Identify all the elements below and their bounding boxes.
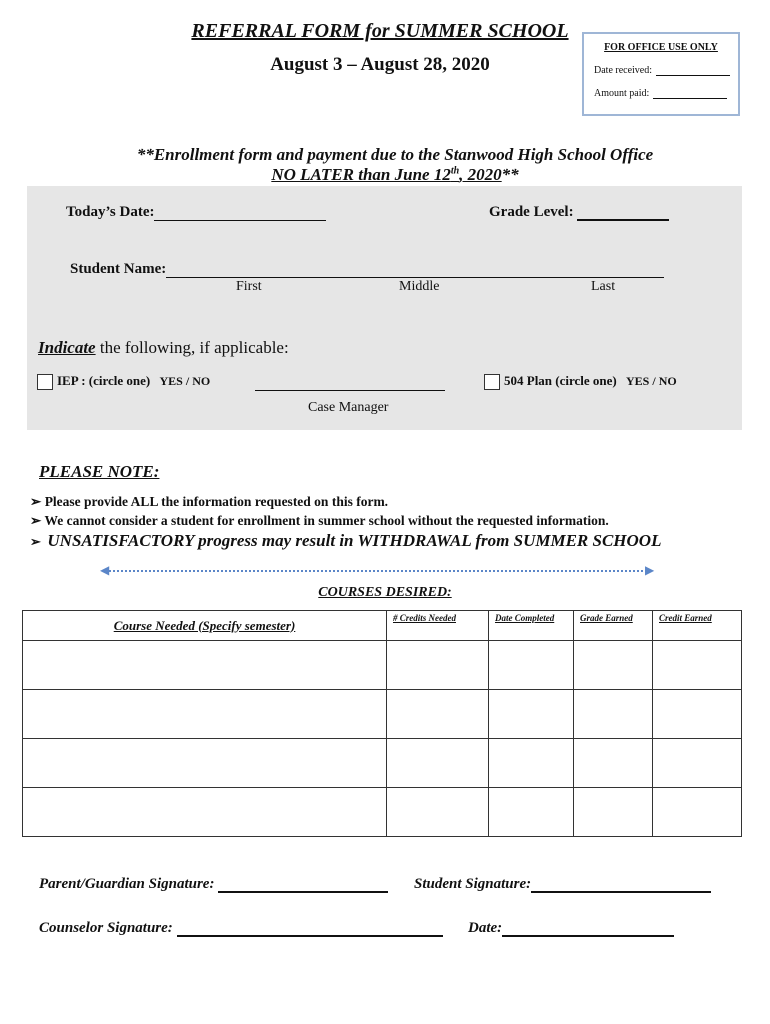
grade-level-field[interactable]: [577, 205, 669, 221]
credits-cell[interactable]: [387, 739, 489, 788]
iep-label: IEP : (circle one): [57, 373, 151, 388]
iep-checkbox[interactable]: [37, 374, 53, 390]
table-row: [23, 690, 742, 739]
name-last-caption: Last: [591, 279, 616, 294]
counselor-signature-field[interactable]: [177, 921, 443, 937]
credit-earned-cell[interactable]: [653, 788, 742, 837]
name-middle-caption: Middle: [399, 279, 440, 294]
course-cell[interactable]: [23, 788, 387, 837]
credits-cell[interactable]: [387, 690, 489, 739]
student-name-row: [70, 261, 664, 278]
table-row: [23, 788, 742, 837]
enrollment-notice: **Enrollment form and payment due to the Stanwood High School Office: [136, 145, 654, 164]
counselor-signature-label: Counselor Signature:: [39, 920, 173, 936]
plan504-checkbox[interactable]: [484, 374, 500, 390]
plan504-row: [484, 373, 677, 390]
student-name-label: Student Name:: [70, 261, 167, 277]
amount-paid-row: [594, 88, 738, 99]
enrollment-deadline: [0, 165, 770, 185]
case-manager-field[interactable]: [255, 376, 445, 391]
col-grade-earned: Grade Earned: [574, 611, 653, 641]
parent-signature-row: [39, 876, 388, 893]
plan504-label: 504 Plan (circle one): [504, 373, 617, 388]
iep-row: [37, 373, 210, 390]
deadline-text: NO LATER than June 12: [271, 165, 451, 184]
col-credits-needed: # Credits Needed: [387, 611, 489, 641]
dotted-divider: [106, 570, 651, 572]
grade-cell[interactable]: [574, 641, 653, 690]
date-received-label: Date received:: [594, 65, 653, 76]
student-info-panel: [27, 186, 742, 430]
todays-date-row: [66, 204, 326, 221]
courses-header-row: [23, 611, 742, 641]
name-first-caption: First: [236, 279, 262, 294]
note-item: ➢ We cannot consider a student for enrollment in summer school without the requested information.: [30, 513, 609, 528]
grade-cell[interactable]: [574, 690, 653, 739]
arrow-left-icon: ◀: [100, 563, 110, 577]
note-item-text: Please provide ALL the information requested on this form.: [44, 494, 389, 509]
note-item-text: We cannot consider a student for enrollment in summer school without the requested information.: [44, 513, 609, 528]
courses-title: COURSES DESIRED:: [318, 585, 452, 600]
date-row: [468, 920, 674, 937]
credit-earned-cell[interactable]: [653, 641, 742, 690]
grade-level-label: Grade Level:: [489, 204, 574, 220]
note-warning-text: UNSATISFACTORY progress may result in WITHDRAWAL from SUMMER SCHOOL: [47, 531, 662, 550]
course-cell[interactable]: [23, 641, 387, 690]
case-manager-caption: Case Manager: [308, 400, 389, 415]
date-cell[interactable]: [489, 641, 574, 690]
credit-earned-cell[interactable]: [653, 690, 742, 739]
grade-cell[interactable]: [574, 739, 653, 788]
date-cell[interactable]: [489, 690, 574, 739]
date-cell[interactable]: [489, 739, 574, 788]
arrow-right-icon: ▶: [645, 563, 655, 577]
date-field[interactable]: [502, 921, 674, 937]
student-signature-label: Student Signature:: [414, 876, 532, 892]
date-cell[interactable]: [489, 788, 574, 837]
credits-cell[interactable]: [387, 641, 489, 690]
counselor-signature-row: [39, 920, 443, 937]
case-manager-field-wrap: [255, 373, 445, 391]
courses-table: [22, 610, 742, 837]
note-item-warning: ➢ UNSATISFACTORY progress may result in WITHDRAWAL from SUMMER SCHOOL: [30, 531, 662, 550]
indicate-heading: [38, 338, 289, 358]
amount-paid-field[interactable]: [653, 98, 727, 99]
amount-paid-label: Amount paid:: [594, 88, 650, 99]
office-use-box: [582, 32, 740, 116]
grade-cell[interactable]: [574, 788, 653, 837]
credits-cell[interactable]: [387, 788, 489, 837]
grade-level-row: [489, 204, 669, 221]
table-row: [23, 739, 742, 788]
session-dates: August 3 – August 28, 2020: [270, 54, 490, 75]
col-credit-earned: Credit Earned: [653, 611, 742, 641]
date-label: Date:: [468, 920, 503, 936]
todays-date-label: Today’s Date:: [66, 204, 155, 220]
note-item: ➢ Please provide ALL the information requested on this form.: [30, 494, 389, 509]
todays-date-field[interactable]: [154, 206, 326, 221]
student-name-field[interactable]: [166, 263, 664, 278]
table-row: [23, 641, 742, 690]
please-note-title: PLEASE NOTE:: [39, 462, 160, 481]
credit-earned-cell[interactable]: [653, 739, 742, 788]
deadline-stars: **: [501, 165, 519, 184]
student-signature-row: [414, 876, 711, 893]
parent-signature-label: Parent/Guardian Signature:: [39, 876, 215, 892]
deadline-year: , 2020: [459, 165, 502, 184]
iep-options[interactable]: YES / NO: [159, 374, 211, 388]
col-course-needed: Course Needed (Specify semester): [23, 611, 387, 641]
indicate-word: Indicate: [38, 338, 96, 357]
col-date-completed: Date Completed: [489, 611, 574, 641]
office-use-heading: FOR OFFICE USE ONLY: [604, 42, 718, 53]
date-received-field[interactable]: [656, 75, 730, 76]
course-cell[interactable]: [23, 739, 387, 788]
indicate-rest: the following, if applicable:: [95, 338, 289, 357]
plan504-options[interactable]: YES / NO: [626, 374, 677, 388]
parent-signature-field[interactable]: [218, 877, 388, 893]
date-received-row: [594, 65, 738, 76]
form-title: REFERRAL FORM for SUMMER SCHOOL: [191, 20, 569, 42]
course-cell[interactable]: [23, 690, 387, 739]
deadline-superscript: th: [450, 165, 460, 177]
student-signature-field[interactable]: [531, 877, 711, 893]
